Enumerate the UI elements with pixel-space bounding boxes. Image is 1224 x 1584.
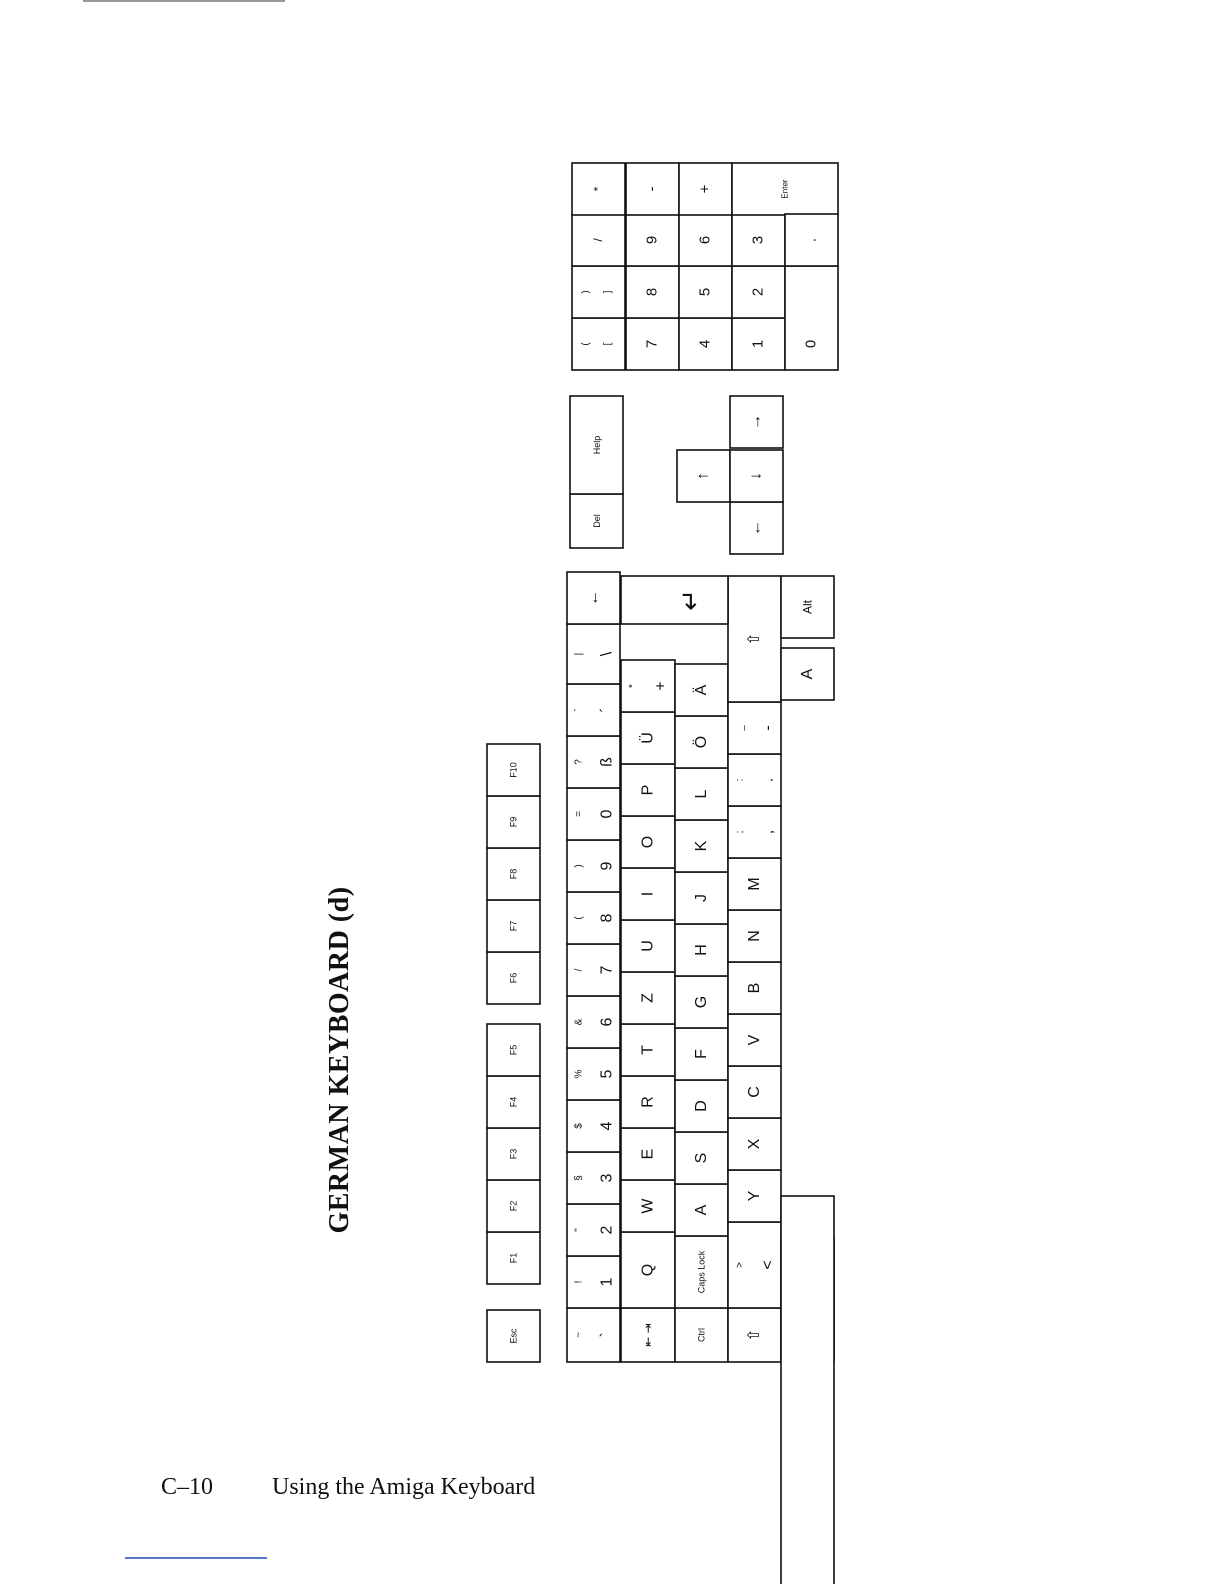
key-shift-label: § [573,1175,585,1181]
numpad-main-label: - [643,186,661,192]
key-row2-8 [621,920,675,972]
arrow-key-label: ↑ [694,472,712,480]
numeric-keypad [572,163,838,370]
key-main-label: D [693,1100,710,1112]
key-main-label: I [639,891,657,897]
key-row1-8 [567,944,620,996]
key-row4-6 [728,1014,781,1066]
key-main-label: ← [585,590,602,606]
key-row3-10 [675,820,728,872]
key-main-label: C [746,1086,763,1098]
function-key-f2 [487,1180,540,1232]
arrow-key-3 [730,450,783,502]
key-main-label: A [799,668,816,680]
key-shift-label: ; [734,830,746,834]
edit-key-label: Del [592,514,602,528]
key-shift-label: ! [573,1280,585,1284]
numpad-key-r3-3 [679,214,732,266]
key-main-label: Q [639,1263,657,1277]
numpad-key-r2-1 [626,318,679,370]
numpad-key-r2-3 [626,214,679,266]
key-main-label: Ctrl [696,1328,707,1342]
key-main-label: 5 [598,1069,616,1079]
numpad-shift-label: ) [580,290,592,294]
key-main-label: ` [598,1332,616,1338]
function-key-f8 [487,848,540,900]
key-row1-10 [567,840,620,892]
numpad-main-label: * [591,186,605,192]
numpad-main-label: 5 [696,287,714,297]
key-row4-7 [728,962,781,1014]
footer-page-number: C–10 [161,1474,214,1500]
key-main-label: B [746,982,763,994]
numpad-key-r1-1 [572,318,625,370]
key-main-label: R [639,1096,657,1108]
key-main-label: Y [746,1190,763,1202]
key-main-label: 4 [598,1121,616,1131]
key-main-label: ß [598,757,616,767]
function-key-esc [487,1310,540,1362]
function-key-f1 [487,1232,540,1284]
key-main-label: ⇤ ⇥ [641,1323,655,1347]
key-main-label: L [693,789,710,799]
key-main-label: ´ [598,707,616,713]
numpad-main-label: [ [602,342,614,346]
key-main-label: M [746,877,763,891]
function-key-f3 [487,1128,540,1180]
key-main-label: P [639,784,657,796]
numpad-main-label: 9 [643,235,661,245]
key-shift-label: > [734,1262,746,1268]
key-shift-label: ) [573,864,585,868]
arrow-key-label: ↓ [747,472,765,480]
numpad-main-label: 6 [696,235,714,245]
arrow-key-1 [677,450,730,502]
key-main-label: - [759,725,777,731]
numpad-key-r3-2 [679,266,732,318]
key-row1-7 [567,996,620,1048]
key-shift-label: " [573,1228,585,1232]
function-key-label: F1 [508,1252,519,1264]
key-main-label: ⇧ [746,1328,763,1342]
key-row2-4 [621,1128,675,1180]
key-row1-14 [567,624,620,684]
numpad-main-label: 7 [643,339,661,349]
key-main-label: < [759,1260,777,1270]
key-main-label: Ä [693,684,710,696]
key-main-label: E [639,1148,657,1160]
key-main-label: 1 [598,1277,616,1287]
numpad-key-enter [732,163,838,215]
key-shift-label: = [573,811,585,817]
numpad-main-label: Enter [780,179,790,199]
key-row5-3 [781,1196,834,1584]
key-main-label: T [639,1045,657,1055]
function-key-f10 [487,744,540,796]
key-main-label: 6 [598,1017,616,1027]
function-key-label: F9 [508,816,519,828]
key-main-label: + [652,681,670,691]
key-help [570,396,623,494]
numpad-key-r2-2 [626,266,679,318]
key-main-label: Ü [639,732,657,744]
key-row4-5 [728,1066,781,1118]
numpad-main-label: . [802,237,820,243]
key-row1-5 [567,1100,620,1152]
key-shift-label: : [734,778,746,782]
key-main-label: S [693,1152,710,1164]
key-main-label: . [759,777,777,783]
numpad-key-r3-4 [679,163,732,215]
key-main-label: J [693,894,710,902]
numpad-main-label: 8 [643,287,661,297]
key-shift-label: | [573,652,585,656]
arrow-key-4 [730,396,783,448]
numpad-key-0 [785,266,838,370]
key-main-label: 9 [598,861,616,871]
key-row2-9 [621,868,675,920]
key-row3-13 [675,664,728,716]
numpad-main-label: 0 [802,339,820,349]
key-main-label: Alt [800,599,815,615]
key-row4-4 [728,1118,781,1170]
key-main-label: X [746,1138,763,1150]
key-main-label: V [746,1034,763,1046]
key-main-label: 2 [598,1225,616,1235]
arrow-key-label: → [747,414,765,430]
key-row1-3 [567,1204,620,1256]
key-shift-label: ~ [573,1332,585,1338]
numpad-key-r2-4 [626,163,679,215]
key-row1-2 [567,1256,620,1308]
key-row2-3 [621,1180,675,1232]
key-row1-15 [567,572,620,624]
key-row3-9 [675,872,728,924]
key-row4-10 [728,806,781,858]
key-shift-label: / [573,968,585,972]
key-row4-2 [728,1222,781,1308]
function-key-label: F10 [508,762,519,778]
key-shift-label: * [627,684,639,688]
key-row2-13 [621,660,675,712]
key-main-label: W [639,1198,657,1214]
function-key-label: F8 [508,868,519,880]
key-shift-label: $ [573,1123,585,1129]
return-symbol: ↵ [675,589,705,611]
key-shift-label: & [573,1018,585,1026]
numpad-key-r4-2 [732,266,785,318]
function-key-label: F4 [508,1096,519,1108]
key-main-label: F [693,1049,710,1059]
key-row2-1 [621,1308,675,1362]
function-key-f4 [487,1076,540,1128]
key-row4-1 [728,1308,781,1362]
arrow-key-2 [730,502,783,554]
keyboard [487,163,838,1584]
numpad-main-label: 2 [749,287,767,297]
key-row3-12 [675,716,728,768]
numpad-main-label: 3 [749,235,767,245]
key-row5-4 [781,648,834,700]
numpad-main-label: / [591,238,605,242]
key-row5-5 [781,576,834,638]
function-key-label: F5 [508,1044,519,1056]
key-row4-3 [728,1170,781,1222]
key-row1-13 [567,684,620,736]
key-row3-7 [675,976,728,1028]
key-row1-11 [567,788,620,840]
numpad-key-r1-3 [572,214,625,266]
numpad-key-r3-1 [679,318,732,370]
key-row3-5 [675,1080,728,1132]
key-row4-9 [728,858,781,910]
key-row1-1 [567,1308,620,1362]
numpad-main-label: 1 [749,339,767,349]
key-main-label: 7 [598,965,616,975]
key-row3-11 [675,768,728,820]
key-row2-5 [621,1076,675,1128]
numpad-main-label: ] [602,290,614,294]
key-row4-11 [728,754,781,806]
key-row2-12 [621,712,675,764]
key-row2-6 [621,1024,675,1076]
key-row1-12 [567,736,620,788]
key-main-label: N [746,930,763,942]
function-key-f6 [487,952,540,1004]
key-main-label: Z [639,993,657,1003]
key-main-label: G [693,995,710,1009]
function-key-f9 [487,796,540,848]
function-key-label: F7 [508,920,519,932]
footer-section-title: Using the Amiga Keyboard [272,1474,536,1500]
key-shift-label: ` [573,708,585,712]
function-key-label: F3 [508,1148,519,1160]
key-row2-2 [621,1232,675,1308]
key-row3-8 [675,924,728,976]
key-main-label: Caps Lock [696,1250,707,1294]
key-main-label: A [693,1204,710,1216]
key-main-label: Ö [693,735,710,749]
key-row4-8 [728,910,781,962]
numpad-key-r4-1 [732,318,785,370]
key-row2-10 [621,816,675,868]
function-key-f5 [487,1024,540,1076]
key-main-label: 0 [598,809,616,819]
numpad-key-dot [785,214,838,266]
page-title: GERMAN KEYBOARD (d) [324,886,355,1234]
key-row3-6 [675,1028,728,1080]
numpad-main-label: 4 [696,339,714,349]
key-main-label: K [693,840,710,852]
numpad-key-r1-4 [572,163,625,215]
function-key-label: Esc [508,1328,519,1344]
key-row3-1 [675,1308,728,1362]
numpad-main-label: + [696,184,714,194]
key-shift-label: ? [573,759,585,765]
numpad-shift-label: ( [580,342,592,346]
key-shift-label: ( [573,916,585,920]
key-shift-label: % [573,1069,585,1079]
key-del [570,494,623,548]
numpad-key-r4-3 [732,214,785,266]
key-row3-2 [675,1236,728,1308]
key-main-label: H [693,944,710,956]
key-main-label: , [759,829,777,835]
numpad-key-r1-2 [572,266,625,318]
key-main-label: \ [598,651,616,657]
key-main-label: O [639,835,657,849]
arrow-key-label: ← [747,520,765,536]
return-key [621,576,728,624]
key-row1-6 [567,1048,620,1100]
key-main-label: 3 [598,1173,616,1183]
key-row4-12 [728,702,781,754]
key-row2-11 [621,764,675,816]
key-row3-3 [675,1184,728,1236]
edit-key-label: Help [592,435,602,455]
bottom-rule [125,1557,267,1559]
key-main-label: ⇧ [746,632,763,646]
key-main-label: 8 [598,913,616,923]
function-key-label: F2 [508,1200,519,1212]
key-main-label: U [639,940,657,952]
key-row3-4 [675,1132,728,1184]
function-key-label: F6 [508,972,519,984]
key-row4-13 [728,576,781,702]
key-row2-7 [621,972,675,1024]
function-key-f7 [487,900,540,952]
key-row1-9 [567,892,620,944]
key-row1-4 [567,1152,620,1204]
key-shift-label: _ [734,725,746,731]
